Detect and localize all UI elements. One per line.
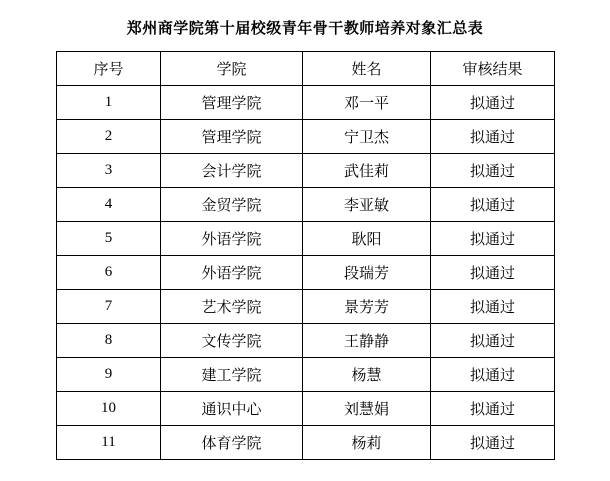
cell-name: 景芳芳 — [303, 290, 431, 324]
cell-name: 杨莉 — [303, 426, 431, 460]
table-row — [57, 426, 555, 460]
table-row — [57, 120, 555, 154]
table-container — [0, 51, 610, 460]
table-row — [57, 290, 555, 324]
cell-index: 8 — [57, 324, 161, 358]
cell-result: 拟通过 — [431, 222, 555, 256]
page-title: 郑州商学院第十届校级青年骨干教师培养对象汇总表 — [126, 20, 484, 37]
summary-table — [56, 51, 555, 460]
cell-college: 会计学院 — [161, 154, 303, 188]
column-header-index: 序号 — [57, 52, 161, 86]
cell-index: 3 — [57, 154, 161, 188]
cell-name: 李亚敏 — [303, 188, 431, 222]
cell-result: 拟通过 — [431, 426, 555, 460]
cell-index: 1 — [57, 86, 161, 120]
cell-index: 11 — [57, 426, 161, 460]
column-header-college: 学院 — [161, 52, 303, 86]
cell-index: 9 — [57, 358, 161, 392]
cell-name: 刘慧娟 — [303, 392, 431, 426]
cell-name: 宁卫杰 — [303, 120, 431, 154]
cell-name: 杨慧 — [303, 358, 431, 392]
cell-result: 拟通过 — [431, 324, 555, 358]
cell-college: 金贸学院 — [161, 188, 303, 222]
cell-index: 7 — [57, 290, 161, 324]
cell-result: 拟通过 — [431, 256, 555, 290]
cell-college: 通识中心 — [161, 392, 303, 426]
cell-name: 段瑞芳 — [303, 256, 431, 290]
cell-college: 体育学院 — [161, 426, 303, 460]
cell-result: 拟通过 — [431, 154, 555, 188]
table-row — [57, 188, 555, 222]
cell-index: 4 — [57, 188, 161, 222]
table-row — [57, 358, 555, 392]
table-row — [57, 324, 555, 358]
cell-result: 拟通过 — [431, 120, 555, 154]
cell-result: 拟通过 — [431, 290, 555, 324]
cell-name: 武佳莉 — [303, 154, 431, 188]
cell-college: 建工学院 — [161, 358, 303, 392]
cell-college: 管理学院 — [161, 86, 303, 120]
cell-index: 2 — [57, 120, 161, 154]
cell-college: 外语学院 — [161, 256, 303, 290]
table-row — [57, 256, 555, 290]
cell-name: 邓一平 — [303, 86, 431, 120]
cell-name: 耿阳 — [303, 222, 431, 256]
cell-college: 管理学院 — [161, 120, 303, 154]
column-header-name: 姓名 — [303, 52, 431, 86]
cell-index: 6 — [57, 256, 161, 290]
table-row — [57, 154, 555, 188]
cell-name: 王静静 — [303, 324, 431, 358]
table-row — [57, 392, 555, 426]
table-body — [57, 86, 555, 460]
table-row — [57, 222, 555, 256]
table-header — [57, 52, 555, 86]
cell-college: 文传学院 — [161, 324, 303, 358]
cell-college: 外语学院 — [161, 222, 303, 256]
table-row — [57, 86, 555, 120]
cell-index: 10 — [57, 392, 161, 426]
cell-college: 艺术学院 — [161, 290, 303, 324]
column-header-result: 审核结果 — [431, 52, 555, 86]
cell-result: 拟通过 — [431, 358, 555, 392]
cell-result: 拟通过 — [431, 86, 555, 120]
cell-result: 拟通过 — [431, 392, 555, 426]
cell-index: 5 — [57, 222, 161, 256]
table-header-row — [57, 52, 555, 86]
cell-result: 拟通过 — [431, 188, 555, 222]
